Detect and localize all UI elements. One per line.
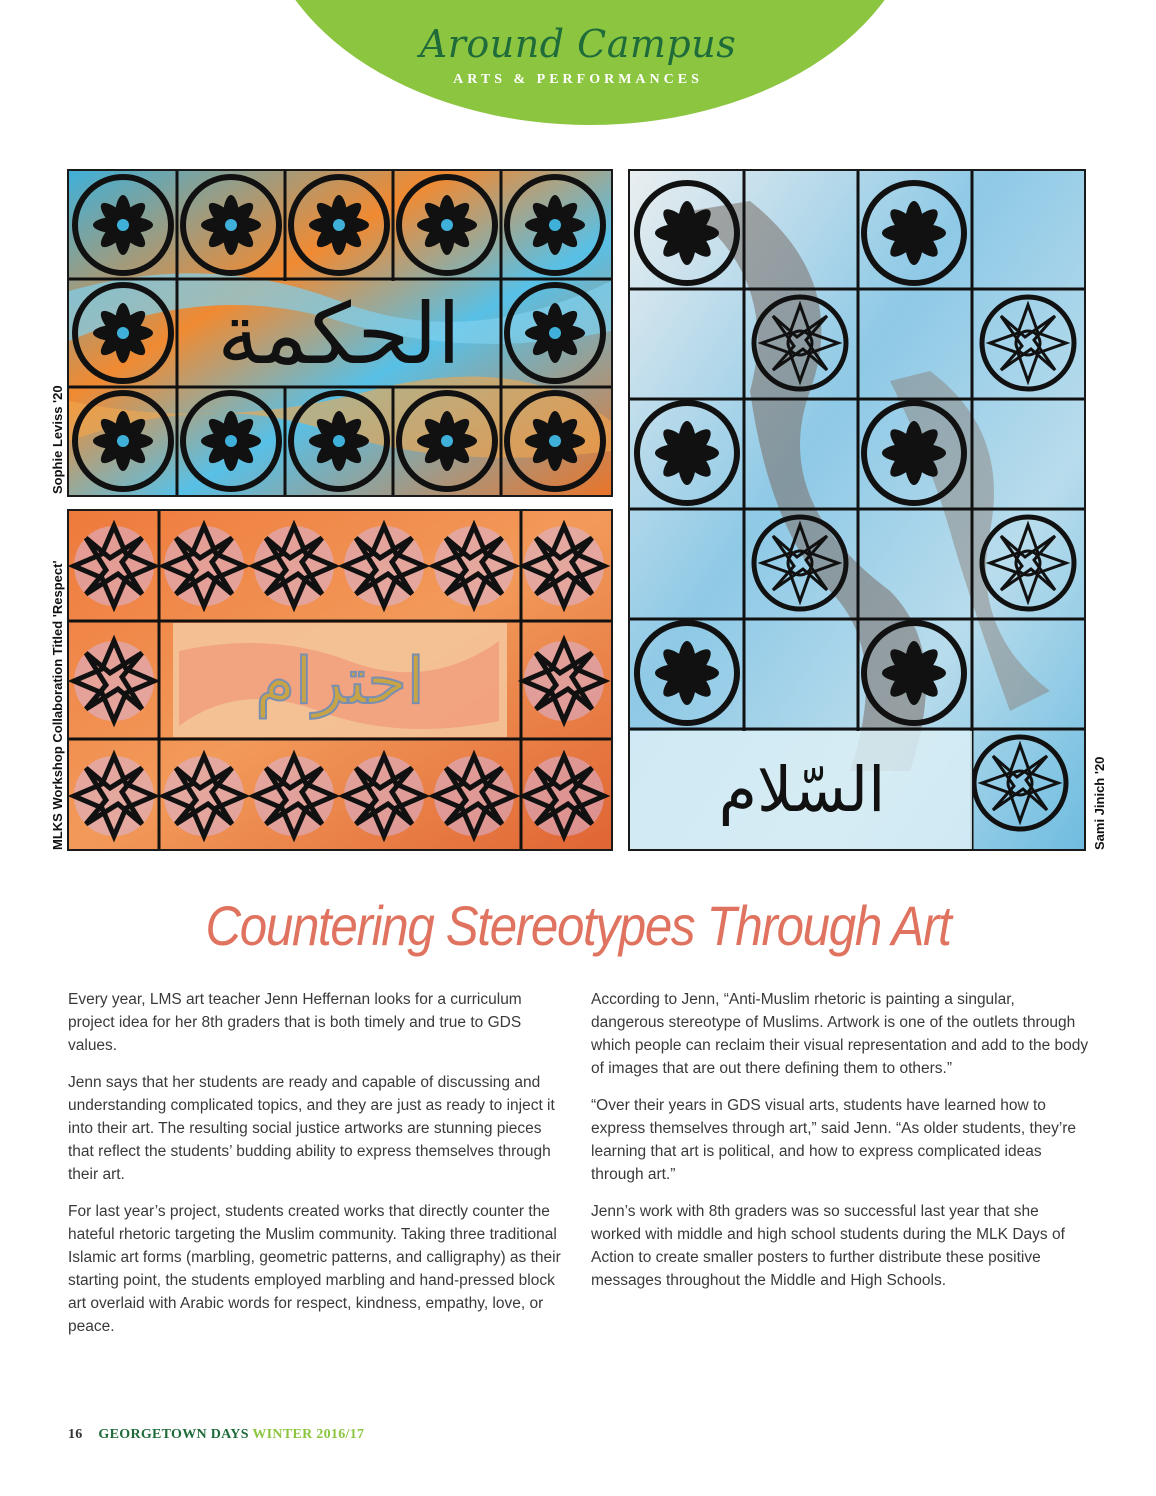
issue-season: WINTER 2016/17 (252, 1427, 365, 1442)
article-column-right (591, 988, 1091, 1306)
section-subtitle: ARTS & PERFORMANCES (453, 72, 703, 87)
page-number: 16 (68, 1427, 83, 1442)
artwork-wisdom-image (69, 171, 611, 495)
publication-name: GEORGETOWN DAYS (98, 1427, 249, 1442)
paragraph: Jenn says that her students are ready and capable of discussing and understanding complicated topics, and they are just as ready to inject it into their art. The resulting social justice artworks are stunning pieces that reflect the students’ budding ability to express themselves through their art. (68, 1074, 555, 1183)
calligraphy-peace: السّلام (718, 753, 886, 826)
artwork-respect (67, 509, 613, 851)
artwork-peace-image (630, 171, 1084, 849)
paragraph: According to Jenn, “Anti-Muslim rhetoric is painting a singular, dangerous stereotype of Muslims. Artwork is one of the outlets through which people can reclaim their visual representation and add to the body of images that are out there defining them to others.” (591, 991, 1089, 1077)
calligraphy-wisdom: الحكمة (217, 285, 461, 383)
artwork-peace (628, 169, 1086, 851)
credit-mlks-workshop: MLKS Workshop Collaboration Titled 'Respect' (50, 560, 65, 850)
credit-sami-jinich: Sami Jinich '20 (1092, 756, 1107, 850)
artwork-wisdom (67, 169, 613, 497)
paragraph: For last year’s project, students created works that directly counter the hateful rhetoric targeting the Muslim community. Taking three traditional Islamic art forms (marbling, geometric patterns, and calligraphy) as their starting point, the students employed marbling and hand-pressed block art overlaid with Arabic words for respect, kindness, empathy, love, or peace. (68, 1203, 561, 1335)
calligraphy-respect: احترام (255, 645, 425, 719)
article-headline: Countering Stereotypes Through Art (205, 894, 951, 957)
credit-sophie-leviss: Sophie Leviss '20 (50, 385, 65, 494)
paragraph: Jenn’s work with 8th graders was so successful last year that she worked with middle and high school students during the MLK Days of Action to create smaller posters to further distribute these positive messages throughout the Middle and High Schools. (591, 1203, 1065, 1289)
paragraph: “Over their years in GDS visual arts, students have learned how to express themselves through art,” said Jenn. “As older students, they’re learning that art is political, and how to express complicated ideas through art.” (591, 1097, 1077, 1183)
artwork-respect-image (69, 511, 611, 849)
page-footer (68, 1427, 364, 1443)
article-column-left (68, 988, 568, 1352)
paragraph: Every year, LMS art teacher Jenn Heffernan looks for a curriculum project idea for her 8th graders that is both timely and true to GDS values. (68, 991, 522, 1054)
section-title: Around Campus (419, 22, 737, 66)
